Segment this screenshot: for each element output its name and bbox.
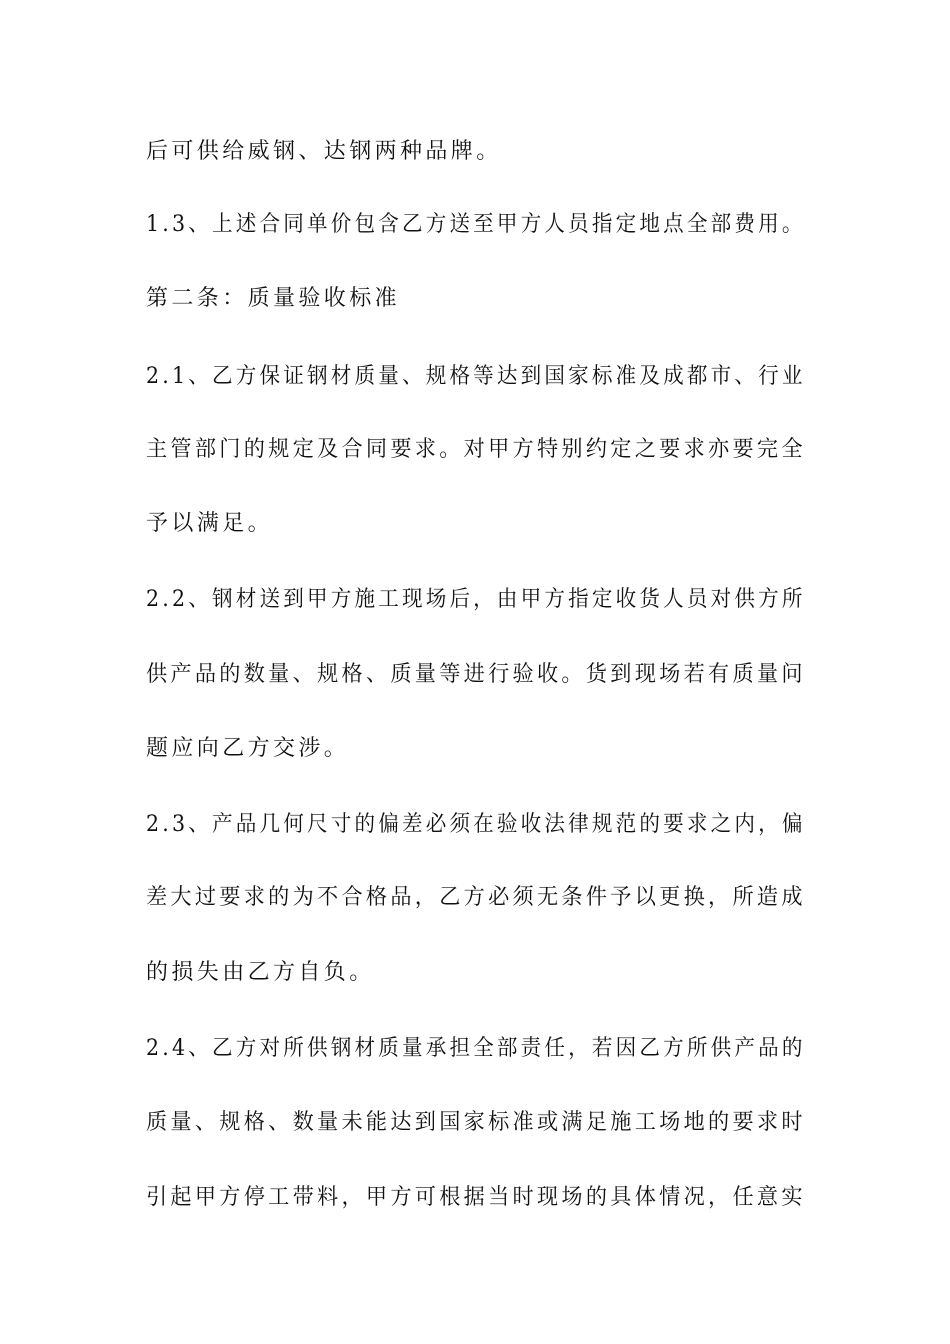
text-line: 后可供给威钢、达钢两种品牌。 bbox=[146, 139, 502, 164]
text-line: 2.3、产品几何尺寸的偏差必须在验收法律规范的要求之内，偏 bbox=[146, 812, 806, 837]
text-line: 2.4、乙方对所供钢材质量承担全部责任，若因乙方所供产品的 bbox=[146, 1036, 806, 1061]
text-line: 引起甲方停工带料，甲方可根据当时现场的具体情况，任意实 bbox=[146, 1185, 806, 1210]
text-line: 题应向乙方交涉。 bbox=[146, 736, 350, 761]
section-heading: 第二条：质量验收标准 bbox=[146, 286, 401, 311]
text-line: 2.2、钢材送到甲方施工现场后，由甲方指定收货人员对供方所 bbox=[146, 587, 806, 612]
text-line: 1.3、上述合同单价包含乙方送至甲方人员指定地点全部费用。 bbox=[146, 212, 806, 237]
text-line: 的损失由乙方自负。 bbox=[146, 960, 375, 985]
text-line: 予以满足。 bbox=[146, 511, 274, 536]
text-line: 主管部门的规定及合同要求。对甲方特别约定之要求亦要完全 bbox=[146, 437, 806, 462]
text-line: 差大过要求的为不合格品，乙方必须无条件予以更换，所造成 bbox=[146, 885, 806, 910]
text-line: 供产品的数量、规格、质量等进行验收。货到现场若有质量问 bbox=[146, 662, 806, 687]
text-line: 2.1、乙方保证钢材质量、规格等达到国家标准及成都市、行业 bbox=[146, 364, 806, 389]
text-line: 质量、规格、数量未能达到国家标准或满足施工场地的要求时 bbox=[146, 1110, 806, 1135]
